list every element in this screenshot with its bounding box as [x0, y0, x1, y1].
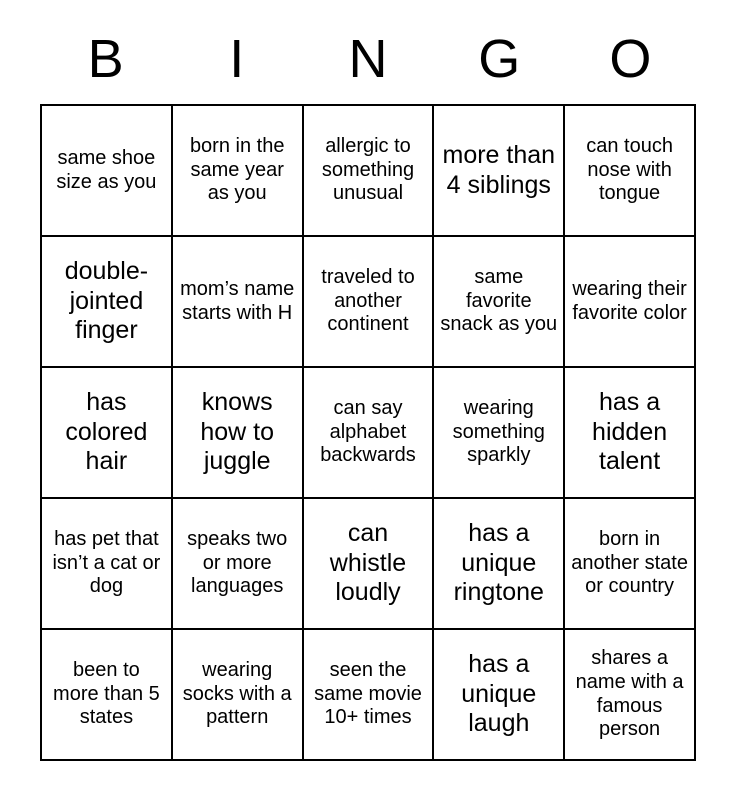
bingo-cell[interactable]: born in the same year as you	[173, 106, 304, 237]
bingo-cell[interactable]: wearing their favorite color	[565, 237, 696, 368]
bingo-cell[interactable]: can touch nose with tongue	[565, 106, 696, 237]
bingo-cell[interactable]: seen the same movie 10+ times	[304, 630, 435, 761]
bingo-cell[interactable]: been to more than 5 states	[42, 630, 173, 761]
bingo-grid	[40, 104, 696, 761]
bingo-cell[interactable]: mom’s name starts with H	[173, 237, 304, 368]
bingo-cell[interactable]: has a unique laugh	[434, 630, 565, 761]
bingo-cell[interactable]: allergic to something unusual	[304, 106, 435, 237]
bingo-cell[interactable]: has pet that isn’t a cat or dog	[42, 499, 173, 630]
bingo-cell[interactable]: shares a name with a famous person	[565, 630, 696, 761]
bingo-cell[interactable]: double-jointed finger	[42, 237, 173, 368]
bingo-cell[interactable]: has a hidden talent	[565, 368, 696, 499]
bingo-cell[interactable]: wearing something sparkly	[434, 368, 565, 499]
bingo-cell[interactable]: has colored hair	[42, 368, 173, 499]
bingo-cell[interactable]: more than 4 siblings	[434, 106, 565, 237]
bingo-cell[interactable]: speaks two or more languages	[173, 499, 304, 630]
bingo-cell[interactable]: born in another state or country	[565, 499, 696, 630]
header-letter-n: N	[348, 29, 388, 89]
bingo-cell[interactable]: same shoe size as you	[42, 106, 173, 237]
header-letter-b: B	[87, 29, 124, 89]
bingo-header	[40, 30, 696, 88]
header-letter-o: O	[609, 29, 652, 89]
bingo-cell[interactable]: same favorite snack as you	[434, 237, 565, 368]
bingo-cell[interactable]: can say alphabet backwards	[304, 368, 435, 499]
header-letter-g: G	[478, 29, 521, 89]
bingo-cell[interactable]: has a unique ringtone	[434, 499, 565, 630]
bingo-cell[interactable]: wearing socks with a pattern	[173, 630, 304, 761]
bingo-cell[interactable]: can whistle loudly	[304, 499, 435, 630]
header-letter-i: I	[229, 29, 245, 89]
bingo-cell[interactable]: knows how to juggle	[173, 368, 304, 499]
bingo-cell[interactable]: traveled to another continent	[304, 237, 435, 368]
